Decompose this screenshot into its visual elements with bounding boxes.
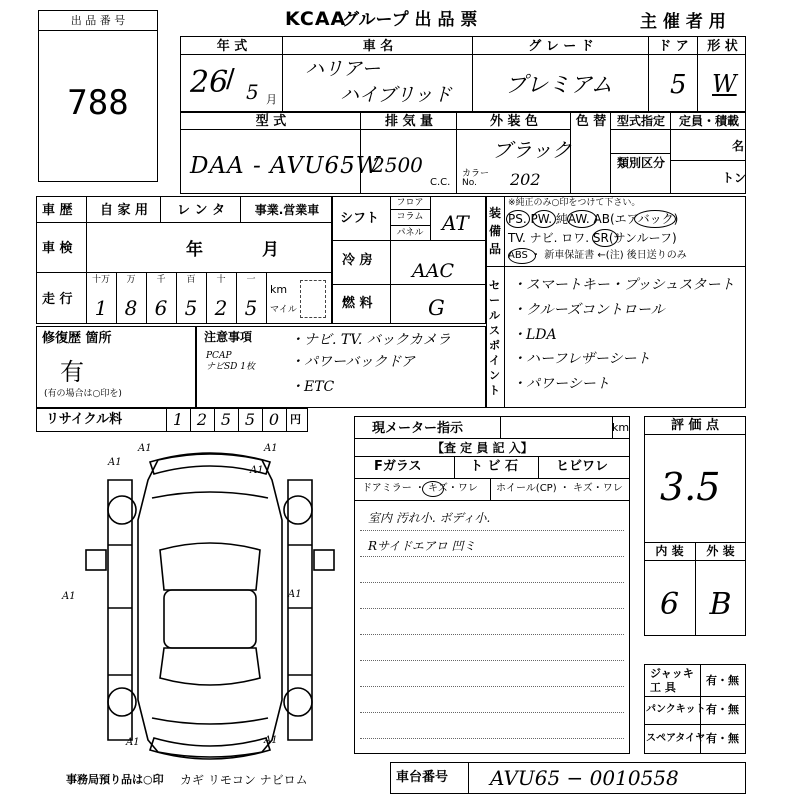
year-value: 26: [190, 65, 229, 100]
shift-value: AT: [442, 211, 469, 235]
note-item: ・パワーバックドア: [290, 354, 415, 370]
ext-color-value: ブラック: [492, 138, 572, 162]
interior-label: 内 装: [655, 544, 684, 558]
grade-value: プレミアム: [505, 73, 613, 98]
score-value: 3.5: [660, 465, 721, 509]
chassis-number: AVU65 − 0010558: [490, 766, 679, 790]
chassis-label: 車台番号: [396, 770, 449, 785]
equipment-line3: ABS ・ 新車保証書 ←(注) 後日送りのみ: [508, 250, 687, 261]
equipment-line2: TV. ナビ. ロワ. SR(サンルーフ): [508, 231, 677, 245]
jack-yes-no[interactable]: 有・無: [706, 674, 739, 687]
color-no-value: 202: [510, 170, 541, 189]
history-label: 車 歴: [42, 203, 73, 218]
note-item: ・ナビ. TV. バックカメラ: [290, 332, 451, 348]
history-commercial[interactable]: 事業.営業車: [254, 203, 320, 217]
lot-number: 788: [67, 83, 129, 123]
car-name-line2: ハイブリッド: [340, 84, 452, 106]
inspector-comment-1: 室内 汚れ小. ボディ小.: [368, 511, 491, 525]
displacement-label: 排 気 量: [384, 114, 434, 129]
shift-label: シフト: [340, 211, 380, 226]
ac-value: AAC: [412, 260, 454, 282]
punk-yes-no[interactable]: 有・無: [706, 703, 739, 716]
inspection-label: 車 検: [42, 241, 73, 256]
mirror-label: ドアミラー ・ キズ・ワレ: [362, 483, 478, 494]
list-item: ・クルーズコントロール: [512, 302, 665, 318]
shape-label: 形 状: [707, 39, 738, 54]
kcaa-logo: KCAA: [285, 8, 347, 30]
car-name-line1: ハリアー: [305, 58, 381, 80]
fglass-label: Fガラス: [374, 459, 422, 474]
car-damage-diagram: [60, 440, 350, 770]
displacement-value: 2500: [372, 153, 423, 177]
spare-yes-no[interactable]: 有・無: [706, 732, 739, 745]
recycle-label: リサイクル料: [46, 412, 123, 427]
list-item: ・パワーシート: [512, 376, 610, 392]
office-note: 事務局預り品は○印: [66, 773, 164, 786]
score-label: 評 価 点: [670, 418, 720, 433]
inspector-title: 【査 定 員 記 入】: [432, 441, 533, 455]
class-label: 類別区分: [616, 156, 665, 170]
fuel-label: 燃 料: [342, 296, 373, 311]
repair-label: 修復歴 箇所: [42, 331, 112, 346]
capacity-label: 定員・積載: [678, 114, 739, 128]
list-item: ・スマートキー・プッシュスタート: [512, 277, 735, 293]
lot-number-box: [38, 10, 158, 182]
sales-side-label: セールスポイント: [489, 279, 500, 397]
sheet-title: グループ 出 品 票: [342, 10, 478, 30]
inspector-comment-2: Rサイドエアロ 凹ミ: [368, 539, 476, 553]
lot-number-label: 出 品 番 号: [70, 14, 126, 27]
exterior-label: 外 装: [706, 544, 735, 558]
shape-value: W: [712, 70, 737, 98]
type-spec-label: 型式指定: [616, 114, 665, 128]
doors-value: 5: [670, 70, 687, 100]
tobi-label: ト ビ 石: [470, 459, 519, 474]
door-label: ド ア: [658, 39, 689, 54]
history-rental[interactable]: レ ン タ: [176, 203, 226, 218]
equipment-note: ※純正のみ○印をつけて下さい。: [508, 198, 641, 208]
exterior-value: B: [709, 587, 732, 622]
list-item: ・LDA: [512, 327, 557, 343]
equipment-side-label: 装 備 品: [489, 206, 502, 256]
organizer-label: 主 催 者 用: [640, 12, 726, 32]
ext-color-label: 外 装 色: [489, 114, 539, 129]
note-item: ・ETC: [290, 379, 335, 395]
office-items: カギ リモコン ナビロム: [180, 773, 308, 787]
model-label: 型 式: [255, 114, 287, 129]
interior-value: 6: [659, 587, 680, 622]
color-change-label: 色 替: [575, 114, 607, 129]
hibi-label: ヒビワレ: [556, 459, 609, 474]
year-label: 年 式: [216, 39, 248, 54]
meter-label: 現メーター指示: [372, 421, 464, 436]
equipment-line1: PS. PW. 純AW. AB(エアバック): [508, 212, 679, 226]
list-item: ・ハーフレザーシート: [512, 351, 651, 367]
grade-label: グ レ ー ド: [528, 39, 594, 54]
notes-label: 注意事項: [204, 330, 253, 344]
wheel-label: ホイール(CP) ・ キズ・ワレ: [496, 483, 623, 494]
ac-label: 冷 房: [342, 253, 373, 268]
repair-value: 有: [60, 358, 84, 386]
car-name-label: 車 名: [362, 39, 394, 54]
mileage-label: 走 行: [42, 292, 73, 307]
fuel-value: G: [428, 296, 445, 320]
history-private[interactable]: 自 家 用: [99, 203, 149, 218]
month-value: 5: [246, 80, 259, 104]
model-value: DAA - AVU65W: [190, 153, 381, 179]
